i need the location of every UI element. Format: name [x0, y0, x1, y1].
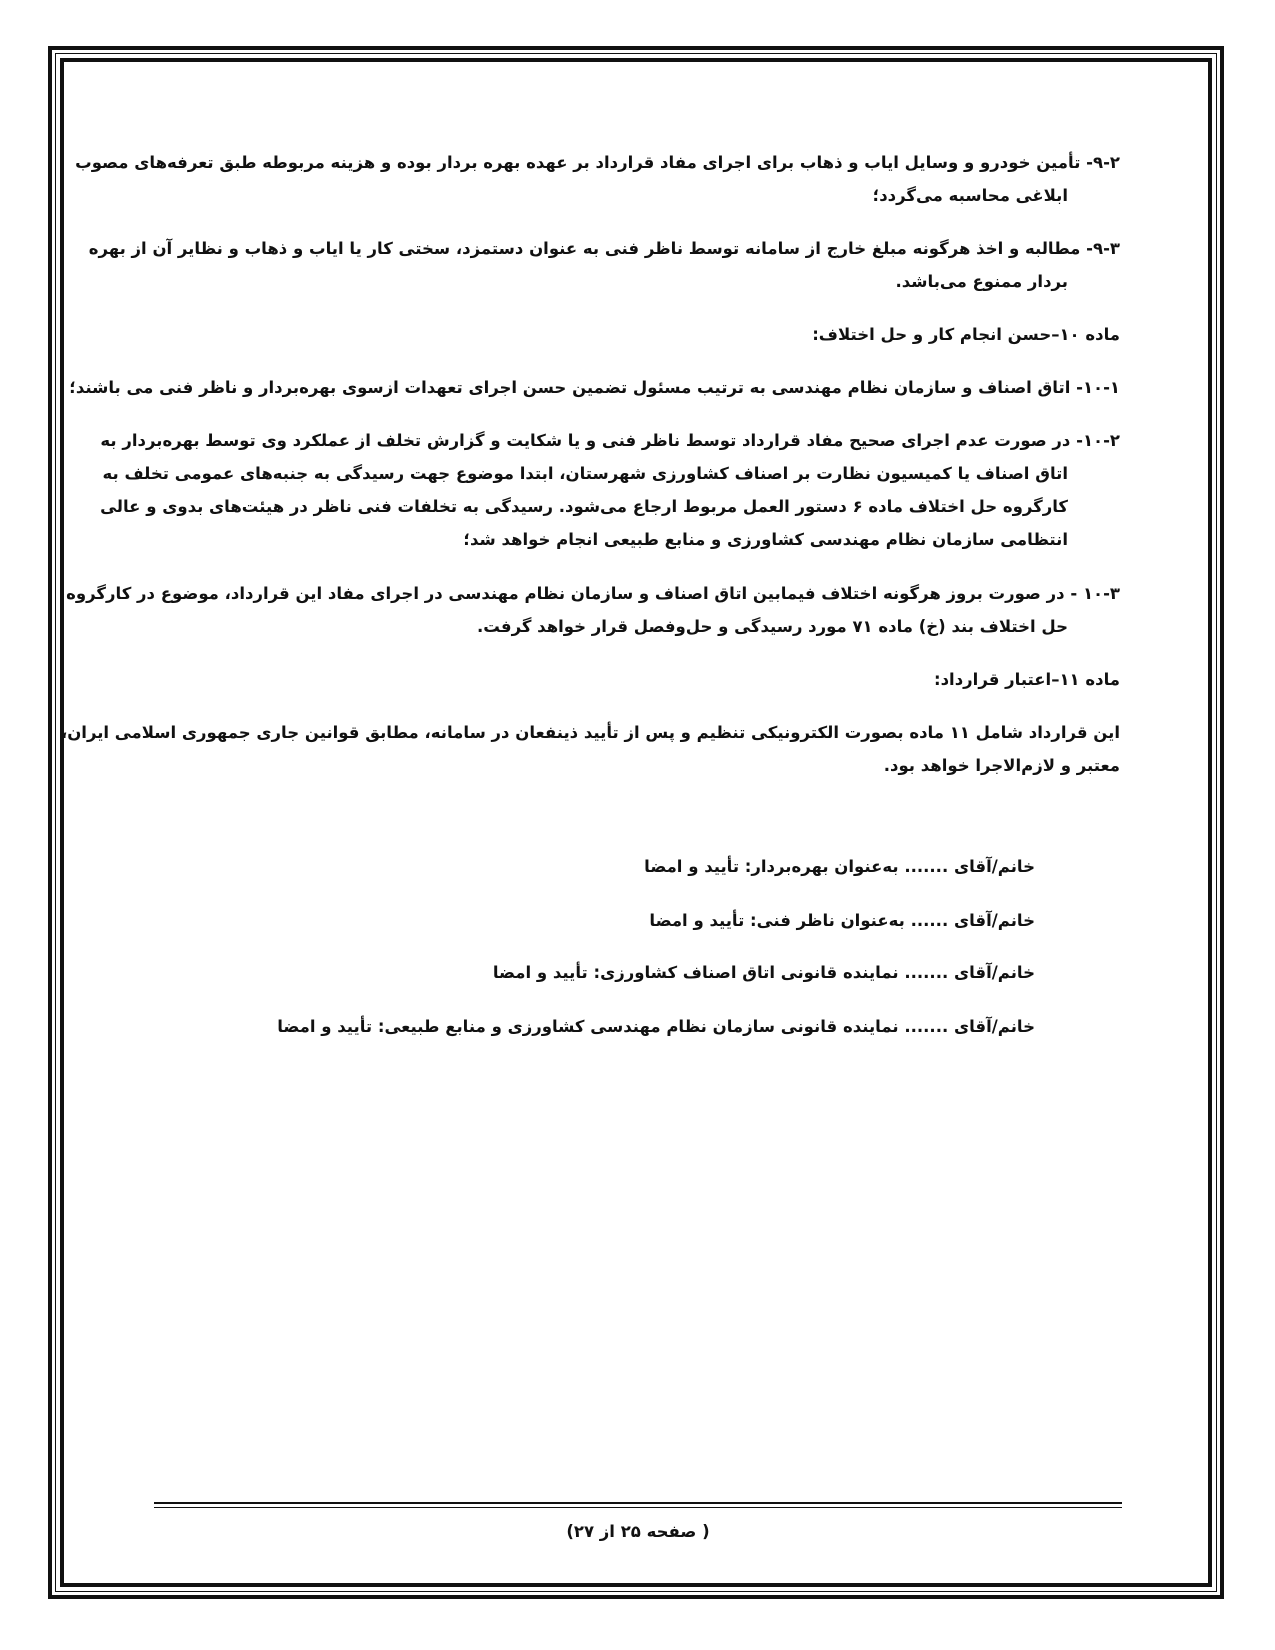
article-11-body: [60, 716, 1120, 782]
clause-10-2-line: انتظامی سازمان نظام مهندسی کشاورزی و منابع طبیعی انجام خواهد شد؛: [463, 530, 1068, 549]
article-11-line: این قرارداد شامل ۱۱ ماده بصورت الکترونیکی تنظیم و پس از تأیید ذینفعان در سامانه، مطابق قوانین جاری جمهوری اسلامی ایران،: [60, 723, 1120, 742]
article-10-heading: ماده ۱۰–حسن انجام کار و حل اختلاف:: [812, 325, 1120, 344]
clause-9-3-line: ۹-۳- مطالبه و اخذ هرگونه مبلغ خارج از سامانه توسط ناظر فنی به عنوان دستمزد، سختی کار یا ایاب و ذهاب و نظایر آن از بهره: [88, 239, 1120, 258]
clause-10-2-line: کارگروه حل اختلاف ماده ۶ دستور العمل مربوط ارجاع می‌شود. رسیدگی به تخلفات فنی ناظر در هیئت‌های بدوی و عالی: [100, 497, 1068, 516]
clause-9-2-line: ۹-۲- تأمین خودرو و وسایل ایاب و ذهاب برای اجرای مفاد قرارداد بر عهده بهره بردار بوده و هزینه مربوطه طبق تعرفه‌های مصوب: [75, 153, 1120, 172]
clause-9-3: [88, 232, 1120, 298]
clause-10-1-line: ۱۰-۱- اتاق اصناف و سازمان نظام مهندسی به ترتیب مسئول تضمین حسن اجرای تعهدات ازسوی بهره‌بردار و ناظر فنی می باشند؛: [69, 378, 1120, 397]
clause-10-3-line: حل اختلاف بند (خ) ماده ۷۱ مورد رسیدگی و حل‌وفصل قرار خواهد گرفت.: [477, 617, 1068, 636]
article-11-heading: ماده ۱۱–اعتبار قرارداد:: [933, 670, 1120, 689]
clause-10-1: [69, 371, 1120, 404]
signature-line-guild-chamber: خانم/آقای ....... نماینده قانونی اتاق اصناف کشاورزی: تأیید و امضا: [492, 963, 1035, 982]
signature-line-operator: خانم/آقای ....... به‌عنوان بهره‌بردار: تأیید و امضا: [644, 857, 1035, 876]
article-11-line: معتبر و لازم‌الاجرا خواهد بود.: [883, 756, 1120, 775]
clause-10-2-line: اتاق اصناف یا کمیسیون نظارت بر اصناف کشاورزی شهرستان، ابتدا موضوع جهت رسیدگی به جنبه‌های عمومی تخلف به: [102, 464, 1068, 483]
clause-10-2-line: ۱۰-۲- در صورت عدم اجرای صحیح مفاد قرارداد توسط ناظر فنی و یا شکایت و گزارش تخلف از عملکرد وی توسط بهره‌بردار به: [100, 431, 1120, 450]
clause-9-2: [75, 146, 1120, 212]
clause-10-2: [100, 424, 1120, 556]
signature-line-technical-supervisor: خانم/آقای ...... به‌عنوان ناظر فنی: تأیید و امضا: [649, 911, 1035, 930]
clause-10-3-line: ۱۰-۳ - در صورت بروز هرگونه اختلاف فیمابین اتاق اصناف و سازمان نظام مهندسی در اجرای مفاد این قرارداد، موضوع در کارگروه: [66, 584, 1120, 603]
clause-10-3: [66, 577, 1120, 643]
signature-line-engineering-organization: خانم/آقای ....... نماینده قانونی سازمان نظام مهندسی کشاورزی و منابع طبیعی: تأیید و امضا: [277, 1017, 1035, 1036]
footer-rule-thin: [154, 1507, 1122, 1508]
clause-9-3-line: بردار ممنوع می‌باشد.: [895, 272, 1068, 291]
footer-rule-thick: [154, 1502, 1122, 1504]
page-number: ( صفحه ۲۵ از ۲۷): [566, 1522, 710, 1541]
clause-9-2-line: ابلاغی محاسبه می‌گردد؛: [872, 186, 1068, 205]
